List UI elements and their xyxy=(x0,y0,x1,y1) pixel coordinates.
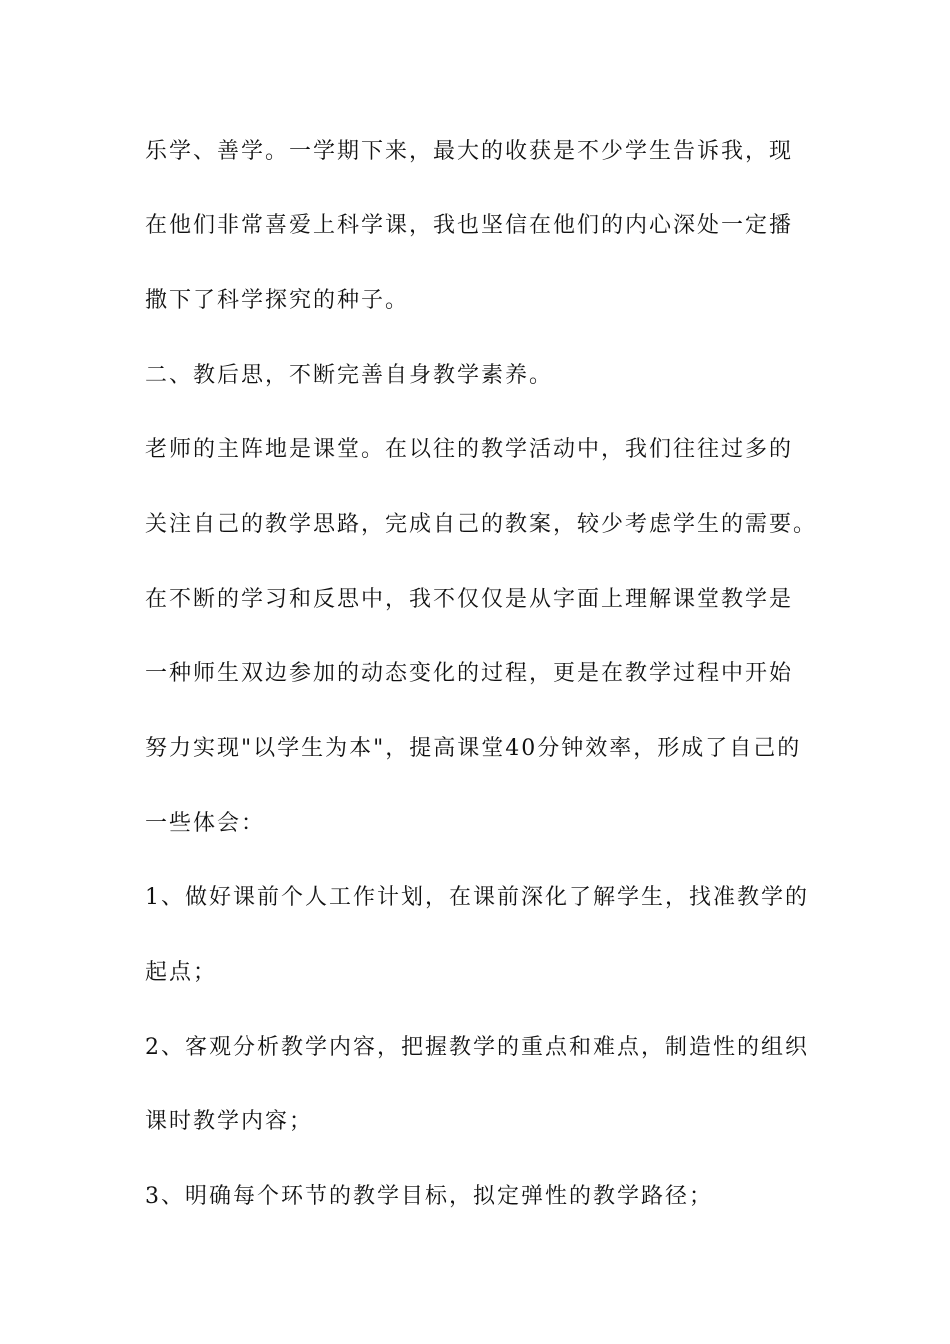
text-line: 一些体会： xyxy=(145,811,266,836)
text-line: 老师的主阵地是课堂。在以往的教学活动中，我们往往过多的 xyxy=(145,437,794,462)
text-line: 关注自己的教学思路，完成自己的教案，较少考虑学生的需要。 xyxy=(145,512,818,537)
text-line: 一种师生双边参加的动态变化的过程，更是在教学过程中开始 xyxy=(145,661,794,686)
section-heading: 二、教后思，不断完善自身教学素养。 xyxy=(145,363,554,388)
list-item: 1、做好课前个人工作计划，在课前深化了解学生，找准教学的 xyxy=(145,885,809,910)
text-line: 在不断的学习和反思中，我不仅仅是从字面上理解课堂教学是 xyxy=(145,587,794,612)
text-line: 在他们非常喜爱上科学课，我也坚信在他们的内心深处一定播 xyxy=(145,213,794,238)
list-item: 2、客观分析教学内容，把握教学的重点和难点，制造性的组织 xyxy=(145,1035,809,1060)
text-line: 努力实现"以学生为本"，提高课堂40分钟效率，形成了自己的 xyxy=(145,736,802,761)
text-line: 乐学、善学。一学期下来，最大的收获是不少学生告诉我，现 xyxy=(145,139,794,164)
text-line: 起点； xyxy=(145,960,218,985)
list-item: 3、明确每个环节的教学目标，拟定弹性的教学路径； xyxy=(145,1184,713,1209)
text-line: 撒下了科学探究的种子。 xyxy=(145,288,410,313)
text-line: 课时教学内容； xyxy=(145,1109,314,1134)
